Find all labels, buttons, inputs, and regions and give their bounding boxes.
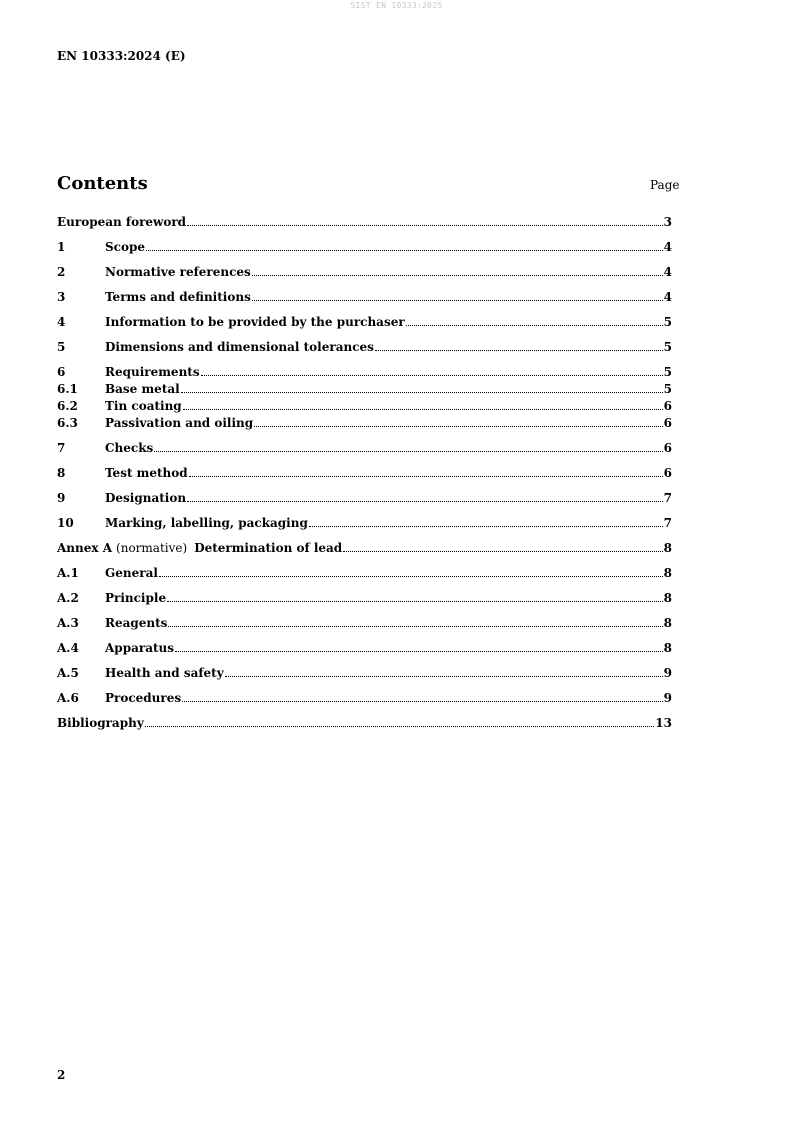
toc-entry-page: 9 (663, 691, 672, 705)
dot-leader (187, 501, 663, 502)
toc-entry-number: 2 (57, 265, 66, 279)
toc-entry-title: Determination of lead (194, 541, 343, 555)
dot-leader (183, 409, 663, 410)
toc-entry-page: 3 (663, 215, 672, 229)
dot-leader (182, 701, 663, 702)
toc-entry-number: A.5 (57, 666, 79, 680)
toc-entry-number: 7 (57, 441, 66, 455)
dot-leader (252, 275, 663, 276)
toc-entry-title: Apparatus (105, 641, 174, 655)
toc-entry-page: 5 (663, 315, 672, 329)
toc-entry-number: 4 (57, 315, 66, 329)
toc-entry-normative-references[interactable] (57, 264, 672, 280)
toc-entry-page: 5 (663, 340, 672, 354)
toc-entry-marking-labelling[interactable] (57, 515, 672, 531)
toc-entry-page: 9 (663, 666, 672, 680)
toc-entry-passivation-oiling[interactable] (57, 415, 672, 431)
dot-leader (159, 576, 663, 577)
toc-entry-title: Marking, labelling, packaging (105, 516, 308, 530)
dot-leader (252, 300, 663, 301)
toc-entry-number: A.1 (57, 566, 79, 580)
toc-entry-annex-a[interactable] (57, 540, 672, 556)
toc-entry-title: Tin coating (105, 399, 182, 413)
toc-entry-number: 6.3 (57, 416, 78, 430)
toc-entry-general[interactable] (57, 565, 672, 581)
dot-leader (343, 551, 662, 552)
toc-entry-number: 6.1 (57, 382, 78, 396)
dot-leader (154, 451, 662, 452)
dot-leader (406, 325, 663, 326)
toc-entry-title: Passivation and oiling (105, 416, 254, 430)
toc-entry-scope[interactable] (57, 239, 672, 255)
dot-leader (167, 601, 663, 602)
toc-entry-page: 8 (663, 591, 672, 605)
toc-entry-number: 1 (57, 240, 66, 254)
toc-entry-title: Dimensions and dimensional tolerances (105, 340, 374, 354)
toc-entry-page: 7 (663, 491, 672, 505)
toc-entry-page: 4 (663, 240, 672, 254)
toc-entry-number: 3 (57, 290, 66, 304)
toc-entry-title: Reagents (105, 616, 168, 630)
toc-entry-procedures[interactable] (57, 690, 672, 706)
toc-entry-number: 5 (57, 340, 66, 354)
toc-entry-number: A.4 (57, 641, 79, 655)
toc-entry-terms-and-definitions[interactable] (57, 289, 672, 305)
document-id: EN 10333:2024 (E) (57, 49, 186, 63)
toc-entry-information-purchaser[interactable] (57, 314, 672, 330)
toc-entry-base-metal[interactable] (57, 381, 672, 397)
toc-entry-number: 10 (57, 516, 74, 530)
toc-entry-title: European foreword (57, 215, 187, 229)
toc-entry-title: Scope (105, 240, 146, 254)
toc-entry-page: 5 (663, 365, 672, 379)
toc-entry-number: 8 (57, 466, 66, 480)
toc-entry-dimensions[interactable] (57, 339, 672, 355)
toc-entry-number: 6.2 (57, 399, 78, 413)
table-of-contents (57, 214, 672, 731)
toc-entry-title: Requirements (105, 365, 200, 379)
toc-entry-title: Terms and definitions (105, 290, 251, 304)
dot-leader (254, 426, 662, 427)
toc-entry-page: 4 (663, 265, 672, 279)
toc-entry-test-method[interactable] (57, 465, 672, 481)
toc-entry-principle[interactable] (57, 590, 672, 606)
toc-entry-page: 4 (663, 290, 672, 304)
toc-entry-health-safety[interactable] (57, 665, 672, 681)
dot-leader (201, 375, 663, 376)
toc-entry-tin-coating[interactable] (57, 398, 672, 414)
dot-leader (168, 626, 662, 627)
toc-entry-title: Information to be provided by the purchaser (105, 315, 405, 329)
toc-entry-page: 8 (663, 641, 672, 655)
toc-entry-title: Designation (105, 491, 187, 505)
dot-leader (225, 676, 663, 677)
toc-entry-reagents[interactable] (57, 615, 672, 631)
page-number: 2 (57, 1068, 66, 1082)
toc-entry-page: 6 (663, 416, 672, 430)
toc-entry-number: A.3 (57, 616, 79, 630)
toc-entry-title: Procedures (105, 691, 182, 705)
toc-entry-designation[interactable] (57, 490, 672, 506)
toc-entry-checks[interactable] (57, 440, 672, 456)
dot-leader (189, 476, 663, 477)
toc-entry-page: 8 (663, 616, 672, 630)
dot-leader (187, 225, 663, 226)
dot-leader (175, 651, 663, 652)
dot-leader (309, 526, 663, 527)
toc-entry-page: 6 (663, 399, 672, 413)
toc-entry-title: Health and safety (105, 666, 224, 680)
toc-entry-apparatus[interactable] (57, 640, 672, 656)
dot-leader (181, 392, 663, 393)
watermark: SIST EN 10333:2025 (350, 1, 443, 10)
toc-entry-page: 6 (663, 466, 672, 480)
toc-entry-title: Checks (105, 441, 154, 455)
toc-entry-page: 5 (663, 382, 672, 396)
contents-heading: Contents (57, 173, 148, 194)
toc-entry-bibliography[interactable] (57, 715, 672, 731)
toc-entry-page: 13 (655, 716, 672, 730)
toc-entry-number: A.2 (57, 591, 79, 605)
toc-entry-number: 6 (57, 365, 66, 379)
toc-entry-title: Test method (105, 466, 188, 480)
toc-entry-title: General (105, 566, 158, 580)
toc-entry-european-foreword[interactable] (57, 214, 672, 230)
toc-entry-title: Base metal (105, 382, 180, 396)
dot-leader (146, 250, 663, 251)
dot-leader (145, 726, 655, 727)
dot-leader (375, 350, 663, 351)
toc-annex-type: (normative) (116, 541, 188, 555)
toc-entry-title: Principle (105, 591, 167, 605)
toc-entry-page: 8 (663, 541, 672, 555)
toc-entry-requirements[interactable] (57, 364, 672, 380)
toc-entry-page: 7 (663, 516, 672, 530)
page-column-label: Page (650, 178, 680, 192)
toc-entry-number: A.6 (57, 691, 79, 705)
toc-entry-page: 6 (663, 441, 672, 455)
toc-entry-title: Bibliography (57, 716, 144, 730)
toc-annex-label: Annex A (57, 541, 113, 555)
toc-entry-page: 8 (663, 566, 672, 580)
toc-entry-title: Normative references (105, 265, 251, 279)
toc-entry-number: 9 (57, 491, 66, 505)
